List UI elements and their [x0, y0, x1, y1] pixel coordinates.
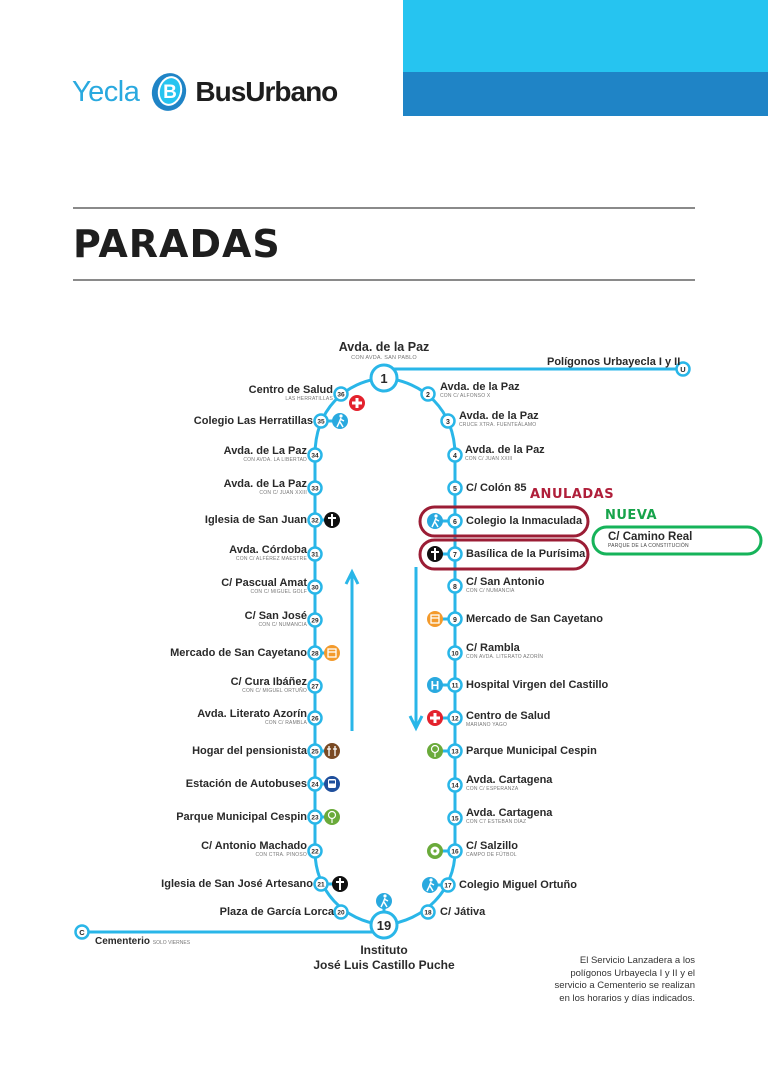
svg-text:14: 14 — [451, 782, 459, 790]
svg-text:36: 36 — [337, 391, 345, 399]
stop-34 — [309, 449, 322, 462]
stop-label-3: Avda. de la Paz CRUCE XTRA. FUENTEÁLAMO — [459, 410, 539, 428]
market-icon — [324, 645, 340, 661]
stop-11 — [449, 679, 462, 692]
logo-busurbano: BusUrbano — [195, 76, 338, 107]
stop-label-21: Iglesia de San José Artesano — [161, 878, 313, 890]
school-icon — [332, 413, 348, 429]
svg-text:24: 24 — [311, 781, 319, 789]
stop-8 — [449, 580, 462, 593]
svg-text:25: 25 — [311, 748, 319, 756]
elderly-icon — [324, 743, 340, 759]
svg-text:U: U — [680, 365, 686, 374]
stop-4 — [449, 449, 462, 462]
svg-text:28: 28 — [311, 650, 319, 658]
stop-label-27: C/ Cura Ibáñez CON C/ MIGUEL ORTUÑO — [230, 676, 307, 694]
svg-text:H: H — [430, 678, 440, 693]
stop-label-4: Avda. de la Paz CON C/ JUAN XXIII — [465, 444, 545, 462]
svg-text:C: C — [79, 928, 85, 937]
stop-label-32: Iglesia de San Juan — [204, 514, 307, 526]
health-icon — [427, 710, 443, 726]
stop-7 — [449, 548, 462, 561]
svg-text:12: 12 — [451, 715, 459, 723]
stop-3 — [442, 415, 455, 428]
stop-13 — [449, 745, 462, 758]
svg-text:30: 30 — [311, 584, 319, 592]
svg-text:1: 1 — [380, 371, 388, 386]
svg-text:34: 34 — [311, 452, 319, 460]
stop-label-14: Avda. Cartagena CON C/ ESPERANZA — [466, 774, 553, 792]
stop-label-23: Parque Municipal Cespin — [176, 811, 307, 823]
stop-31 — [309, 548, 322, 561]
stop-label-30: C/ Pascual Amat CON C/ MIGUEL GOLF — [221, 577, 307, 595]
school-icon — [376, 893, 392, 909]
svg-text:26: 26 — [311, 715, 319, 723]
terminal-bottom-label: Instituto José Luis Castillo Puche — [313, 943, 455, 972]
svg-text:29: 29 — [311, 617, 319, 625]
market-icon — [427, 611, 443, 627]
stop-label-5: C/ Colón 85 — [466, 482, 527, 494]
stop-label-7: Basílica de la Purísima — [466, 548, 586, 560]
svg-text:21: 21 — [317, 881, 325, 889]
church-icon — [324, 512, 340, 528]
stop-label-31: Avda. Córdoba CON C/ ALFÉREZ MAESTRE — [229, 544, 307, 562]
stop-label-34: Avda. de La Paz CON AVDA. LA LIBERTAD — [223, 445, 307, 463]
terminal-top-label: Avda. de la Paz CON AVDA. SAN PABLO — [338, 340, 430, 361]
bus-station-icon — [324, 776, 340, 792]
page-title: PARADAS — [73, 222, 281, 266]
football-icon — [427, 843, 443, 859]
stop-5 — [449, 482, 462, 495]
church-icon — [332, 876, 348, 892]
stop-27 — [309, 680, 322, 693]
svg-text:10: 10 — [451, 650, 459, 658]
stop-35 — [315, 415, 328, 428]
stop-label-9: Mercado de San Cayetano — [466, 613, 603, 625]
stop-36 — [335, 388, 348, 401]
svg-text:6: 6 — [453, 519, 457, 526]
stop-29 — [309, 614, 322, 627]
stop-label-20: Plaza de García Lorca — [219, 906, 334, 918]
stop-label-6: Colegio la Inmaculada — [466, 515, 583, 527]
svg-text:3: 3 — [446, 419, 450, 426]
service-icons — [324, 395, 443, 909]
svg-text:17: 17 — [444, 882, 452, 890]
stop-label-8: C/ San Antonio CON C/ NUMANCIA — [466, 576, 545, 594]
stop-30 — [309, 581, 322, 594]
svg-text:4: 4 — [453, 453, 457, 460]
stop-17 — [442, 879, 455, 892]
stop-14 — [449, 779, 462, 792]
new-stop-label: C/ Camino Real PARQUE DE LA CONSTITUCIÓN — [608, 531, 693, 549]
stop-label-12: Centro de Salud MARIANO YAGO — [466, 710, 551, 728]
svg-text:27: 27 — [311, 683, 319, 691]
svg-text:35: 35 — [317, 418, 325, 426]
school-icon — [422, 877, 438, 893]
stop-16 — [449, 845, 462, 858]
svg-text:5: 5 — [453, 486, 457, 493]
service-note: El Servicio Lanzadera a los polígonos Urbayecla I y II y el servicio a Cementerio se realizan en los horarios y días indicados. — [554, 955, 695, 1004]
svg-text:23: 23 — [311, 814, 319, 822]
stop-label-28: Mercado de San Cayetano — [170, 647, 307, 659]
stop-label-17: Colegio Miguel Ortuño — [459, 879, 577, 891]
stop-12 — [449, 712, 462, 725]
stop-label-24: Estación de Autobuses — [185, 778, 307, 790]
stop-label-33: Avda. de La Paz CON C/ JUAN XXIII — [223, 478, 307, 496]
branch-poligonos-label: Polígonos Urbayecla I y II — [547, 356, 681, 368]
stop-25 — [309, 745, 322, 758]
stop-26 — [309, 712, 322, 725]
svg-text:32: 32 — [311, 517, 319, 525]
svg-text:2: 2 — [426, 392, 430, 399]
stop-label-36: Centro de Salud LAS HERRATILLAS — [248, 384, 333, 402]
logo-yecla: Yecla — [72, 75, 140, 108]
svg-text:22: 22 — [311, 848, 319, 856]
svg-text:7: 7 — [453, 552, 457, 559]
svg-text:31: 31 — [311, 551, 319, 559]
new-heading: NUEVA — [605, 508, 658, 523]
svg-text:15: 15 — [451, 815, 459, 823]
stop-23 — [309, 811, 322, 824]
stop-label-15: Avda. Cartagena CON C7 ESTEBAN DÍAZ — [466, 807, 553, 825]
stop-label-10: C/ Rambla CON AVDA. LITERATO AZORÍN — [466, 642, 544, 660]
stop-label-25: Hogar del pensionista — [192, 745, 307, 757]
stop-label-2: Avda. de la Paz CON C/ ALFONSO X — [440, 381, 520, 399]
svg-text:16: 16 — [451, 848, 459, 856]
stop-9 — [449, 613, 462, 626]
stop-10 — [449, 647, 462, 660]
svg-text:8: 8 — [453, 584, 457, 591]
stop-label-16: C/ Salzillo CAMPO DE FÚTBOL — [466, 840, 518, 858]
hospital-icon — [427, 677, 443, 693]
svg-text:B: B — [163, 82, 178, 103]
svg-text:13: 13 — [451, 748, 459, 756]
svg-text:19: 19 — [376, 918, 392, 933]
stop-label-18: C/ Játiva — [440, 906, 486, 918]
stop-label-11: Hospital Virgen del Castillo — [466, 679, 609, 691]
stop-32 — [309, 514, 322, 527]
park-icon — [324, 809, 340, 825]
stop-label-26: Avda. Literato Azorín CON C/ RAMBLA — [197, 708, 307, 726]
svg-text:20: 20 — [337, 909, 345, 917]
stop-badges — [76, 363, 693, 939]
health-icon — [349, 395, 365, 411]
svg-text:9: 9 — [453, 617, 457, 624]
svg-text:33: 33 — [311, 485, 319, 493]
cancelled-heading: ANULADAS — [530, 487, 615, 502]
stop-label-29: C/ San José CON C/ NUMANCIA — [244, 610, 307, 628]
stop-15 — [449, 812, 462, 825]
stop-18 — [422, 906, 435, 919]
stop-22 — [309, 845, 322, 858]
stop-label-22: C/ Antonio Machado CON CTRA. PINOSO — [201, 840, 307, 858]
stop-6 — [449, 515, 462, 528]
stop-label-35: Colegio Las Herratillas — [193, 415, 313, 427]
stop-2 — [422, 388, 435, 401]
stop-33 — [309, 482, 322, 495]
svg-text:18: 18 — [424, 909, 432, 917]
stop-21 — [315, 878, 328, 891]
church-icon — [427, 546, 443, 562]
stop-24 — [309, 778, 322, 791]
school-icon — [427, 513, 443, 529]
branch-cementerio-label: Cementerio SOLO VIERNES — [95, 936, 191, 947]
stop-label-13: Parque Municipal Cespin — [466, 745, 597, 757]
stop-20 — [335, 906, 348, 919]
park-icon — [427, 743, 443, 759]
stop-28 — [309, 647, 322, 660]
svg-text:11: 11 — [451, 682, 459, 690]
